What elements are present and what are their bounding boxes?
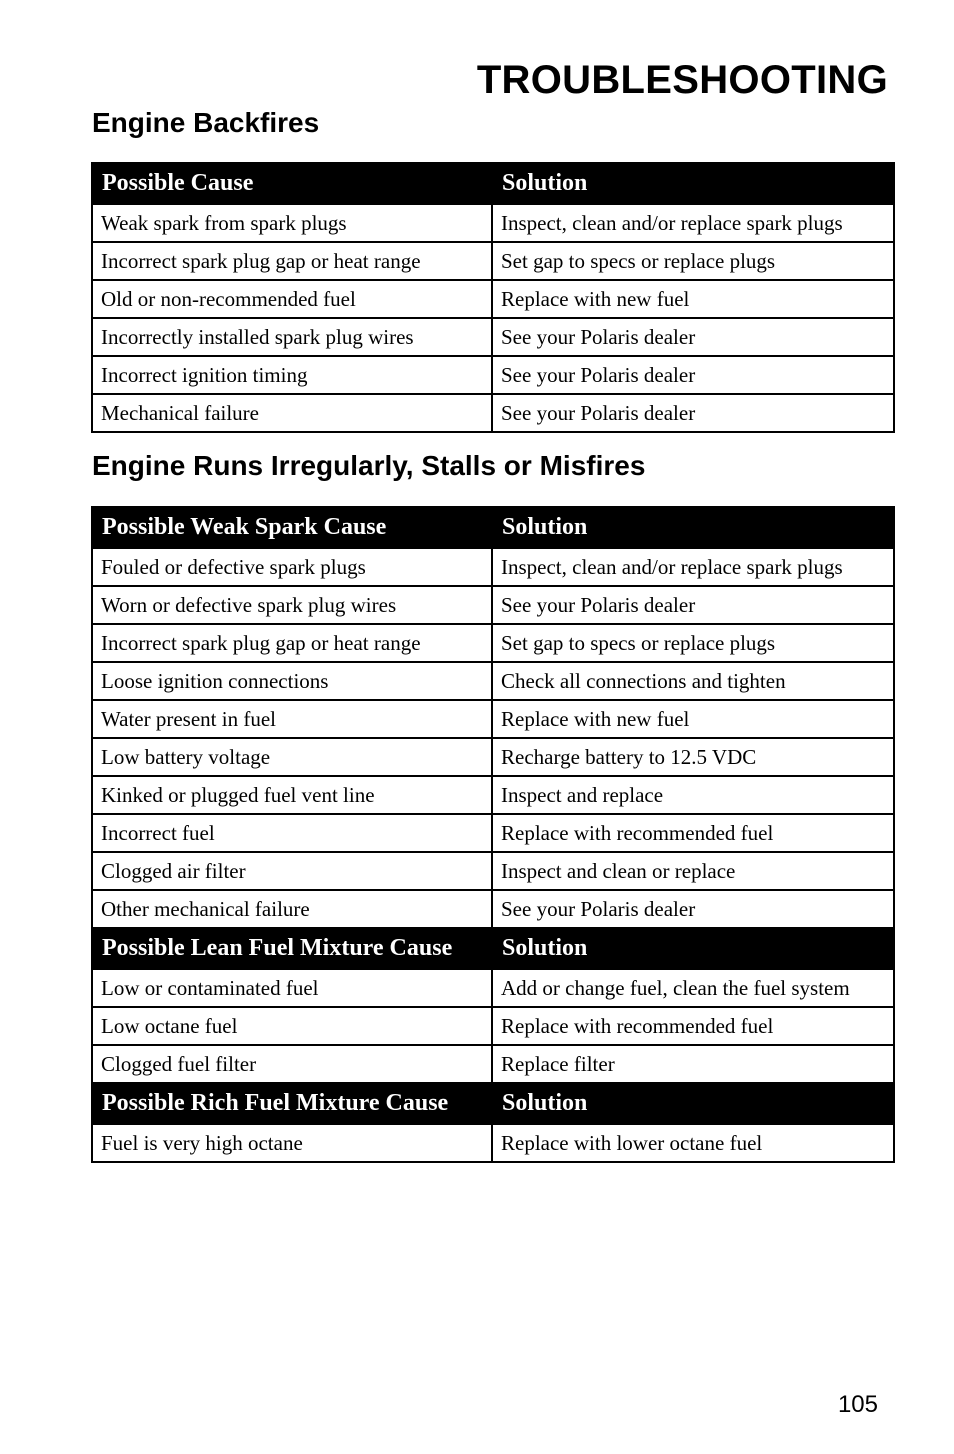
solution-cell: Replace with new fuel [492,280,894,318]
table-row [92,280,894,318]
solution-column-header: Solution [492,1083,894,1124]
solution-cell: Recharge battery to 12.5 VDC [492,738,894,776]
solution-cell: See your Polaris dealer [492,890,894,928]
solution-cell: See your Polaris dealer [492,356,894,394]
solution-column-header: Solution [492,163,894,204]
solution-cell: Inspect and clean or replace [492,852,894,890]
cause-column-header: Possible Weak Spark Cause [92,507,492,548]
cause-cell: Old or non-recommended fuel [92,280,492,318]
cause-cell: Loose ignition connections [92,662,492,700]
table-row [92,242,894,280]
solution-cell: Replace filter [492,1045,894,1083]
table-header-row [92,1083,894,1124]
solution-column-header: Solution [492,507,894,548]
cause-cell: Worn or defective spark plug wires [92,586,492,624]
cause-cell: Incorrect ignition timing [92,356,492,394]
section-heading-engine-backfires: Engine Backfires [92,107,320,138]
cause-column-header: Possible Rich Fuel Mixture Cause [92,1083,492,1124]
cause-cell: Low octane fuel [92,1007,492,1045]
table-row [92,662,894,700]
solution-column-header: Solution [492,928,894,969]
cause-cell: Other mechanical failure [92,890,492,928]
cause-column-header: Possible Cause [92,163,492,204]
solution-cell: See your Polaris dealer [492,586,894,624]
table-row [92,700,894,738]
table-row [92,1045,894,1083]
cause-cell: Water present in fuel [92,700,492,738]
solution-cell: Add or change fuel, clean the fuel system [492,969,894,1007]
solution-cell: Set gap to specs or replace plugs [492,242,894,280]
engine-backfires-table [91,162,895,433]
table-header-row [92,507,894,548]
cause-cell: Clogged air filter [92,852,492,890]
solution-cell: Check all connections and tighten [492,662,894,700]
solution-cell: Replace with new fuel [492,700,894,738]
cause-cell: Fuel is very high octane [92,1124,492,1162]
table-row [92,1124,894,1162]
table-row [92,814,894,852]
solution-cell: Replace with recommended fuel [492,1007,894,1045]
cause-cell: Fouled or defective spark plugs [92,548,492,586]
table-row [92,624,894,662]
section-heading-engine-runs-irregularly: Engine Runs Irregularly, Stalls or Misfires [92,450,646,481]
table-header-row [92,928,894,969]
table-row [92,204,894,242]
cause-cell: Mechanical failure [92,394,492,432]
page-number: 105 [837,1391,878,1418]
solution-cell: See your Polaris dealer [492,318,894,356]
table-row [92,394,894,432]
cause-cell: Incorrect spark plug gap or heat range [92,242,492,280]
solution-cell: Replace with lower octane fuel [492,1124,894,1162]
solution-cell: Inspect, clean and/or replace spark plugs [492,204,894,242]
solution-cell: See your Polaris dealer [492,394,894,432]
table-row [92,356,894,394]
cause-cell: Low battery voltage [92,738,492,776]
cause-cell: Incorrectly installed spark plug wires [92,318,492,356]
solution-cell: Inspect, clean and/or replace spark plugs [492,548,894,586]
cause-column-header: Possible Lean Fuel Mixture Cause [92,928,492,969]
solution-cell: Inspect and replace [492,776,894,814]
solution-cell: Replace with recommended fuel [492,814,894,852]
table-row [92,318,894,356]
table-row [92,738,894,776]
cause-cell: Low or contaminated fuel [92,969,492,1007]
table-row [92,890,894,928]
page-title: TROUBLESHOOTING [476,58,888,102]
table-header-row [92,163,894,204]
table-row [92,969,894,1007]
cause-cell: Incorrect spark plug gap or heat range [92,624,492,662]
solution-cell: Set gap to specs or replace plugs [492,624,894,662]
table-row [92,1007,894,1045]
cause-cell: Kinked or plugged fuel vent line [92,776,492,814]
engine-runs-irregularly-table [91,506,895,1163]
table-row [92,776,894,814]
table-row [92,586,894,624]
table-row [92,548,894,586]
cause-cell: Clogged fuel filter [92,1045,492,1083]
cause-cell: Incorrect fuel [92,814,492,852]
table-row [92,852,894,890]
cause-cell: Weak spark from spark plugs [92,204,492,242]
